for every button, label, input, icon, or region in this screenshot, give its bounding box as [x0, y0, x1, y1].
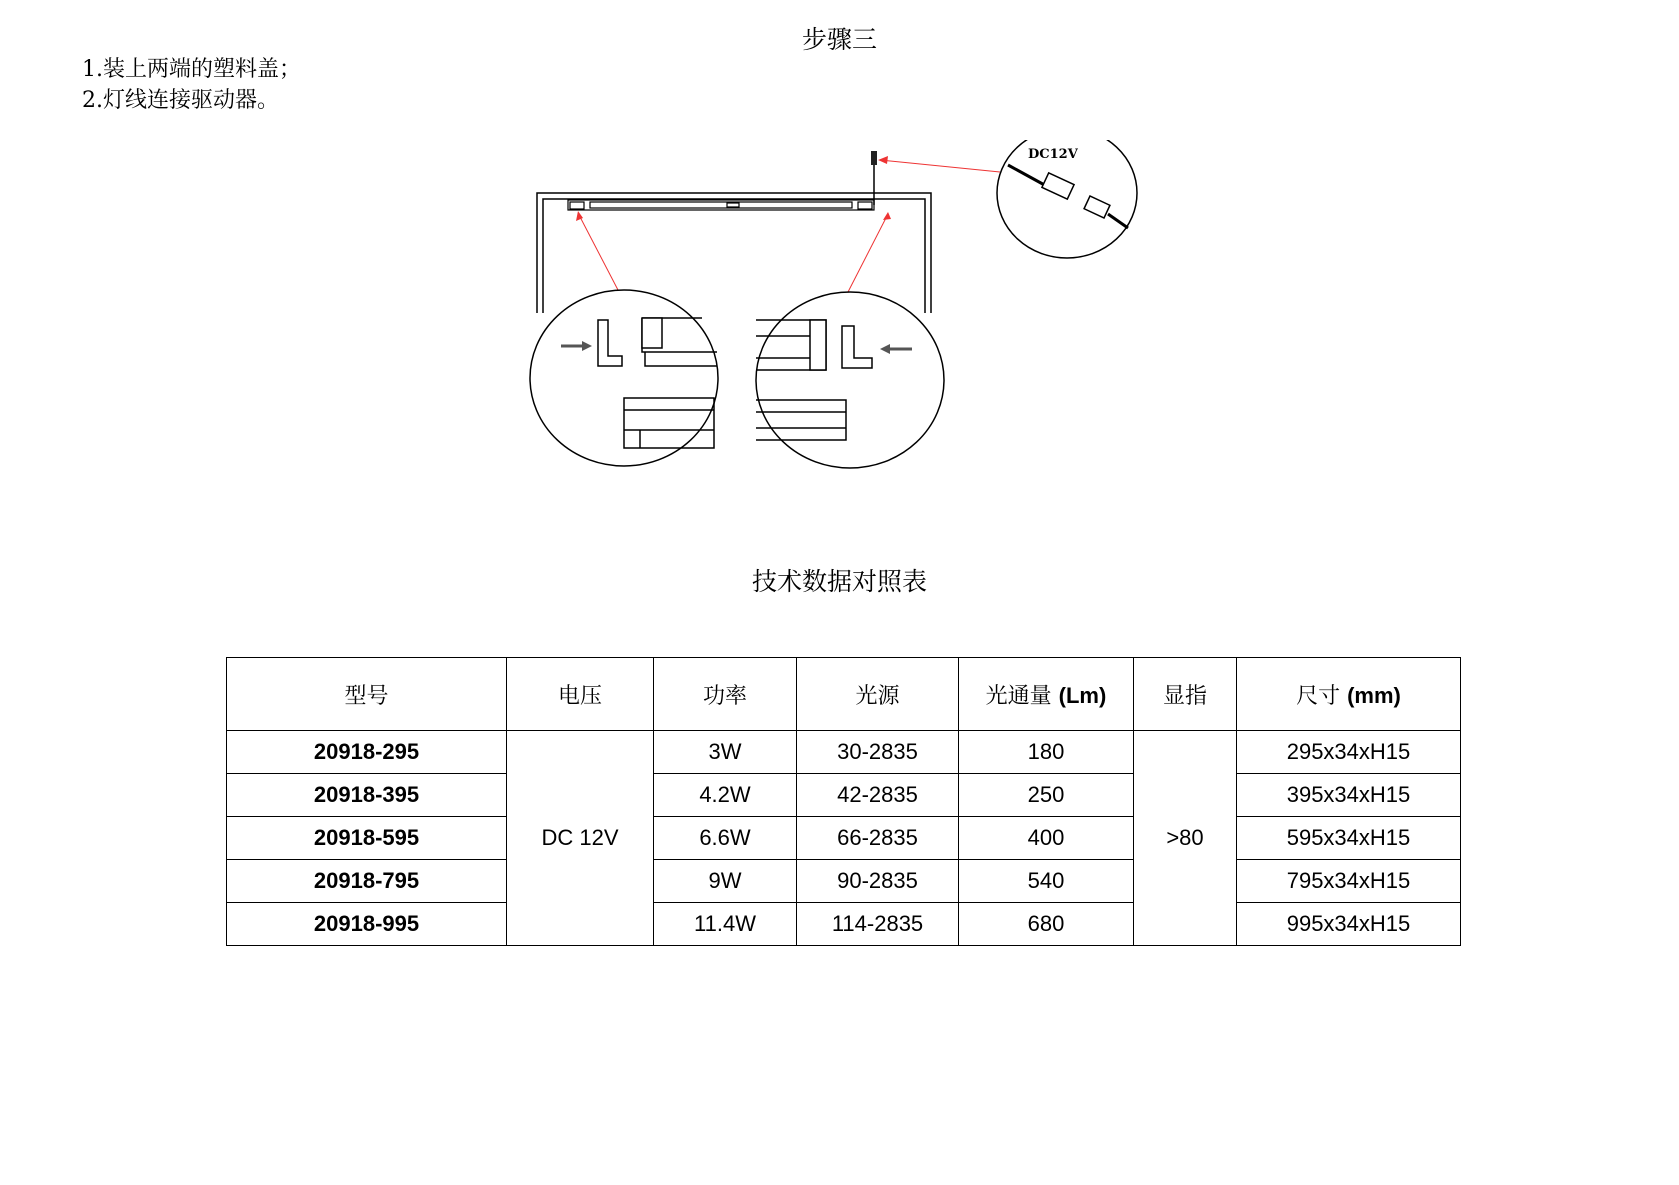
spec-table — [226, 657, 1461, 946]
cell-model: 20918-595 — [227, 817, 507, 860]
header-flux — [959, 658, 1134, 731]
power-cable — [871, 151, 877, 205]
cell-source: 66-2835 — [797, 817, 959, 860]
cell-flux: 680 — [959, 903, 1134, 946]
cell-power: 3W — [654, 731, 797, 774]
cell-source: 42-2835 — [797, 774, 959, 817]
table-row — [227, 903, 1461, 946]
cell-source: 114-2835 — [797, 903, 959, 946]
cell-size: 395x34xH15 — [1237, 774, 1461, 817]
cell-size: 995x34xH15 — [1237, 903, 1461, 946]
header-voltage: 电压 — [507, 658, 654, 731]
cell-power: 6.6W — [654, 817, 797, 860]
header-size-unit: (mm) — [1347, 682, 1401, 708]
light-fixture — [568, 200, 874, 210]
cell-flux: 540 — [959, 860, 1134, 903]
cell-size: 595x34xH15 — [1237, 817, 1461, 860]
left-detail-callout — [530, 290, 718, 466]
table-row — [227, 860, 1461, 903]
cell-flux: 400 — [959, 817, 1134, 860]
cell-power: 4.2W — [654, 774, 797, 817]
cell-cri: >80 — [1134, 731, 1237, 946]
cell-power: 11.4W — [654, 903, 797, 946]
cell-power: 9W — [654, 860, 797, 903]
cell-model: 20918-795 — [227, 860, 507, 903]
cell-flux: 180 — [959, 731, 1134, 774]
cell-model: 20918-395 — [227, 774, 507, 817]
instruction-1: 1.装上两端的塑料盖； — [82, 57, 301, 82]
header-size-label: 尺寸 — [1296, 683, 1341, 709]
header-flux-label: 光通量 — [985, 683, 1052, 709]
cell-flux: 250 — [959, 774, 1134, 817]
header-power: 功率 — [654, 658, 797, 731]
table-row — [227, 774, 1461, 817]
header-source: 光源 — [797, 658, 959, 731]
cell-size: 295x34xH15 — [1237, 731, 1461, 774]
cell-source: 30-2835 — [797, 731, 959, 774]
pointer-lines — [578, 160, 1000, 292]
step-title: 步骤三 — [801, 25, 877, 54]
header-cri: 显指 — [1134, 658, 1237, 731]
table-row — [227, 731, 1461, 774]
right-detail-callout — [756, 292, 944, 468]
installation-diagram — [520, 140, 1160, 480]
instructions — [82, 54, 301, 116]
header-model: 型号 — [227, 658, 507, 731]
table-header-row — [227, 658, 1461, 731]
connector-label: DC12V — [1028, 147, 1078, 162]
cell-source: 90-2835 — [797, 860, 959, 903]
cell-voltage: DC 12V — [507, 731, 654, 946]
header-size — [1237, 658, 1461, 731]
table-title: 技术数据对照表 — [751, 567, 927, 596]
table-row — [227, 817, 1461, 860]
cell-size: 795x34xH15 — [1237, 860, 1461, 903]
cell-model: 20918-995 — [227, 903, 507, 946]
header-flux-unit: (Lm) — [1058, 682, 1107, 708]
cell-model: 20918-295 — [227, 731, 507, 774]
instruction-2: 2.灯线连接驱动器。 — [82, 88, 279, 113]
pointer-arrowheads — [576, 156, 891, 221]
